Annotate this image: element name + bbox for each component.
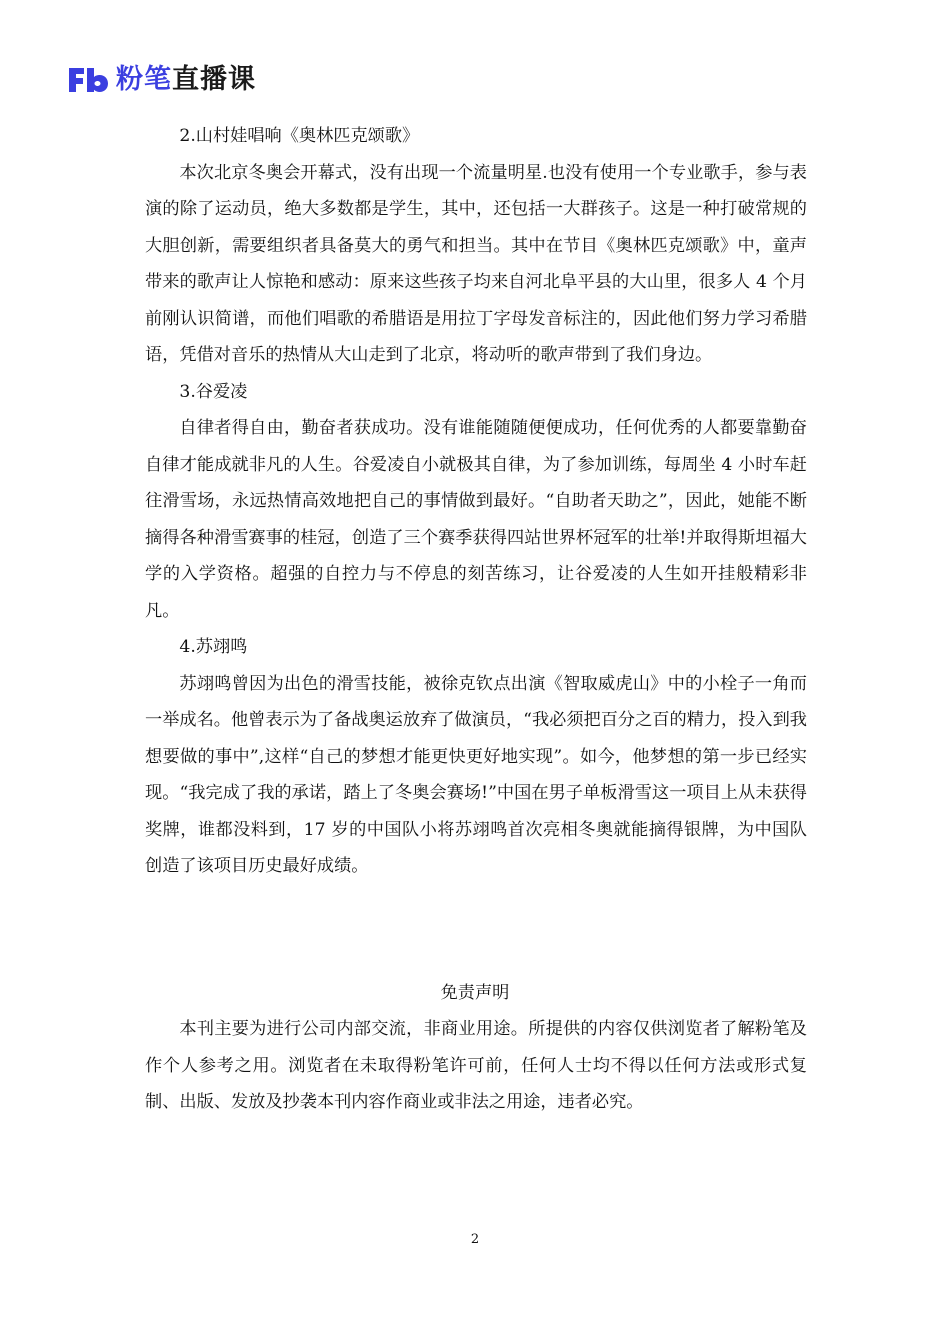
brand-logo (66, 62, 256, 98)
brand-name: 粉笔 (116, 64, 172, 95)
section-paragraph: 本次北京冬奥会开幕式，没有出现一个流量明星.也没有使用一个专业歌手，参与表演的除了运动员，绝大多数都是学生，其中，还包括一大群孩子。这是一种打破常规的大胆创新，需要组织者具备莫大的勇气和担当。其中在节目《奥林匹克颂歌》中，童声带来的歌声让人惊艳和感动：原来这些孩子均来自河北阜平县的大山里，很多人 4 个月前刚认识简谱，而他们唱歌的希腊语是用拉丁字母发音标注的，因此他们努力学习希腊语，凭借对音乐的热情从大山走到了北京，将动听的歌声带到了我们身边。 (145, 162, 807, 365)
page-number: 2 (470, 1232, 480, 1247)
fb-logo-icon (66, 64, 110, 96)
section-heading: 2.山村娃唱响《奥林匹克颂歌》 (179, 126, 420, 146)
brand-suffix: 直播课 (172, 64, 256, 95)
disclaimer-title: 免责声明 (440, 983, 510, 1003)
brand-title (116, 64, 256, 96)
article-body (145, 118, 807, 885)
section-paragraph: 自律者得自由，勤奋者获成功。没有谁能随随便便成功，任何优秀的人都要靠勤奋自律才能成就非凡的人生。谷爱凌自小就极其自律，为了参加训练，每周坐 4 小时车赶往滑雪场，永远热情高效地把自己的事情做到最好。“自助者天助之”，因此，她能不断摘得各种滑雪赛事的桂冠，创造了三个赛季获得四站世界杯冠军的壮举!并取得斯坦福大学的入学资格。超强的自控力与不停息的刻苦练习，让谷爱凌的人生如开挂般精彩非凡。 (145, 418, 807, 621)
section-paragraph: 苏翊鸣曾因为出色的滑雪技能，被徐克钦点出演《智取威虎山》中的小栓子一角而一举成名。他曾表示为了备战奥运放弃了做演员，“我必须把百分之百的精力，投入到我想要做的事中”,这样“自己的梦想才能更快更好地实现”。如今，他梦想的第一步已经实现。“我完成了我的承诺，踏上了冬奥会赛场!”中国在男子单板滑雪这一项目上从未获得奖牌，谁都没料到，17 岁的中国队小将苏翊鸣首次亮相冬奥就能摘得银牌，为中国队创造了该项目历史最好成绩。 (145, 673, 807, 876)
disclaimer-text: 本刊主要为进行公司内部交流，非商业用途。所提供的内容仅供浏览者了解粉笔及作个人参考之用。浏览者在未取得粉笔许可前，任何人士均不得以任何方法或形式复制、出版、发放及抄袭本刊内容作商业或非法之用途，违者必究。 (145, 1019, 807, 1112)
section-heading: 3.谷爱凌 (179, 381, 248, 402)
section-heading: 4.苏翊鸣 (179, 637, 248, 657)
